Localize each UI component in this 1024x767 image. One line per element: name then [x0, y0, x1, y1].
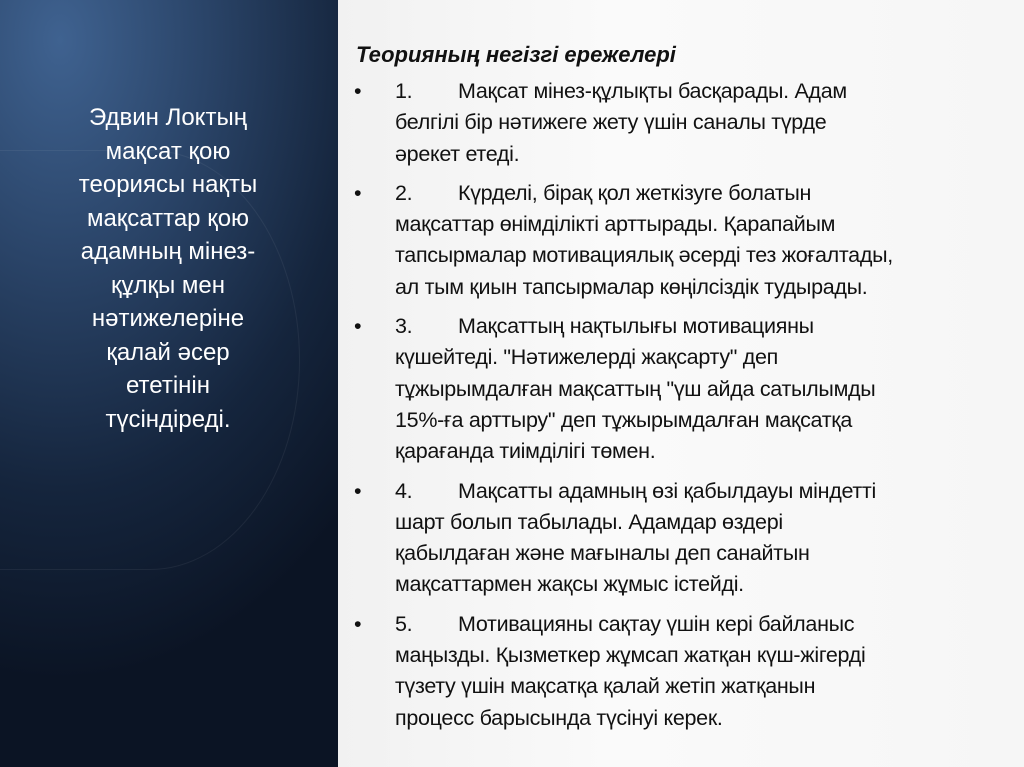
list-item	[354, 311, 1014, 467]
item-text: Мотивацияны сақтау үшін кері байланыс	[458, 611, 855, 636]
item-text: күшейтеді. "Нәтижелерді жақсарту" деп	[395, 345, 779, 370]
content-title: Теорияның негізгі ережелері	[356, 42, 676, 67]
item-text: Мақсат мінез-құлықты басқарады. Адам	[458, 79, 847, 103]
item-text: тұжырымдалған мақсаттың "үш айда сатылымды	[395, 376, 876, 401]
slide-heading	[18, 101, 318, 436]
item-text: Күрделі, бірақ қол жеткізуге болатын	[458, 180, 812, 205]
heading-line: нәтижелеріне	[91, 305, 245, 332]
heading-line: теориясы нақты	[78, 171, 258, 198]
list-item	[354, 609, 1014, 734]
item-line	[395, 139, 1014, 170]
list-item	[354, 476, 1014, 601]
bullet-icon: •	[354, 611, 362, 636]
item-text: 15%-ға арттыру" деп тұжырымдалған мақсатқа	[395, 407, 853, 432]
heading-line: мақсаттар қою	[86, 204, 250, 232]
heading-line: ететінін	[126, 372, 210, 399]
item-text: маңызды. Қызметкер жұмсап жатқан күш-жігерді	[395, 643, 866, 668]
item-line	[395, 178, 1014, 209]
heading-line: түсіндіреді.	[105, 405, 231, 433]
heading-line: Эдвин Локтың	[89, 104, 247, 131]
item-line	[395, 671, 1014, 702]
bullet-icon: •	[354, 180, 362, 205]
item-text: Мақсаттың нақтылығы мотивацияны	[458, 314, 814, 339]
item-line	[395, 342, 1014, 373]
item-line	[395, 272, 1014, 303]
item-text: ал тым қиын тапсырмалар көңілсіздік тудырады.	[395, 274, 868, 299]
item-text: тапсырмалар мотивациялық әсерді тез жоғалтады,	[395, 243, 893, 268]
list-item	[354, 178, 1014, 303]
item-text: әрекет етеді.	[395, 141, 520, 166]
item-text: түзету үшін мақсатқа қалай жетіп жатқанын	[395, 674, 816, 699]
item-number: 1.	[395, 79, 413, 103]
item-line	[395, 374, 1014, 405]
item-line	[395, 107, 1014, 138]
item-line	[395, 405, 1014, 436]
bullet-icon: •	[354, 478, 362, 503]
bullet-icon: •	[354, 314, 362, 339]
item-text: белгілі бір нәтижеге жету үшін саналы түрде	[395, 110, 827, 135]
heading-line: құлқы мен	[110, 271, 226, 299]
item-text: мақсаттар өнімділікті арттырады. Қарапайым	[395, 212, 836, 237]
item-text: Мақсатты адамның өзі қабылдауы міндетті	[458, 478, 876, 503]
item-text: қарағанда тиімділігі төмен.	[395, 439, 656, 464]
item-number: 5.	[395, 611, 413, 636]
item-number: 3.	[395, 314, 413, 339]
item-line	[395, 507, 1014, 538]
item-line	[395, 311, 1014, 342]
item-text: мақсаттармен жақсы жұмыс істейді.	[395, 572, 744, 597]
item-number: 4.	[395, 478, 413, 503]
item-line	[395, 209, 1014, 240]
heading-line: адамның мінез-	[80, 238, 256, 265]
item-line	[395, 476, 1014, 507]
item-line	[395, 76, 1014, 107]
item-line	[395, 609, 1014, 640]
item-number: 2.	[395, 180, 413, 205]
item-line	[395, 703, 1014, 734]
item-text: қабылдаған және мағыналы деп санайтын	[395, 541, 810, 566]
item-text: процесс барысында түсінуі керек.	[395, 705, 723, 730]
list-item	[354, 76, 1014, 170]
heading-line: мақсат қою	[105, 137, 231, 165]
item-line	[395, 569, 1014, 600]
left-panel	[0, 0, 338, 767]
item-line	[395, 640, 1014, 671]
item-text: шарт болып табылады. Адамдар өздері	[395, 509, 783, 534]
bullet-list	[354, 76, 1014, 742]
heading-line: қалай әсер	[106, 338, 230, 366]
item-line	[395, 240, 1014, 271]
bullet-icon: •	[354, 79, 362, 103]
item-line	[395, 436, 1014, 467]
item-line	[395, 538, 1014, 569]
